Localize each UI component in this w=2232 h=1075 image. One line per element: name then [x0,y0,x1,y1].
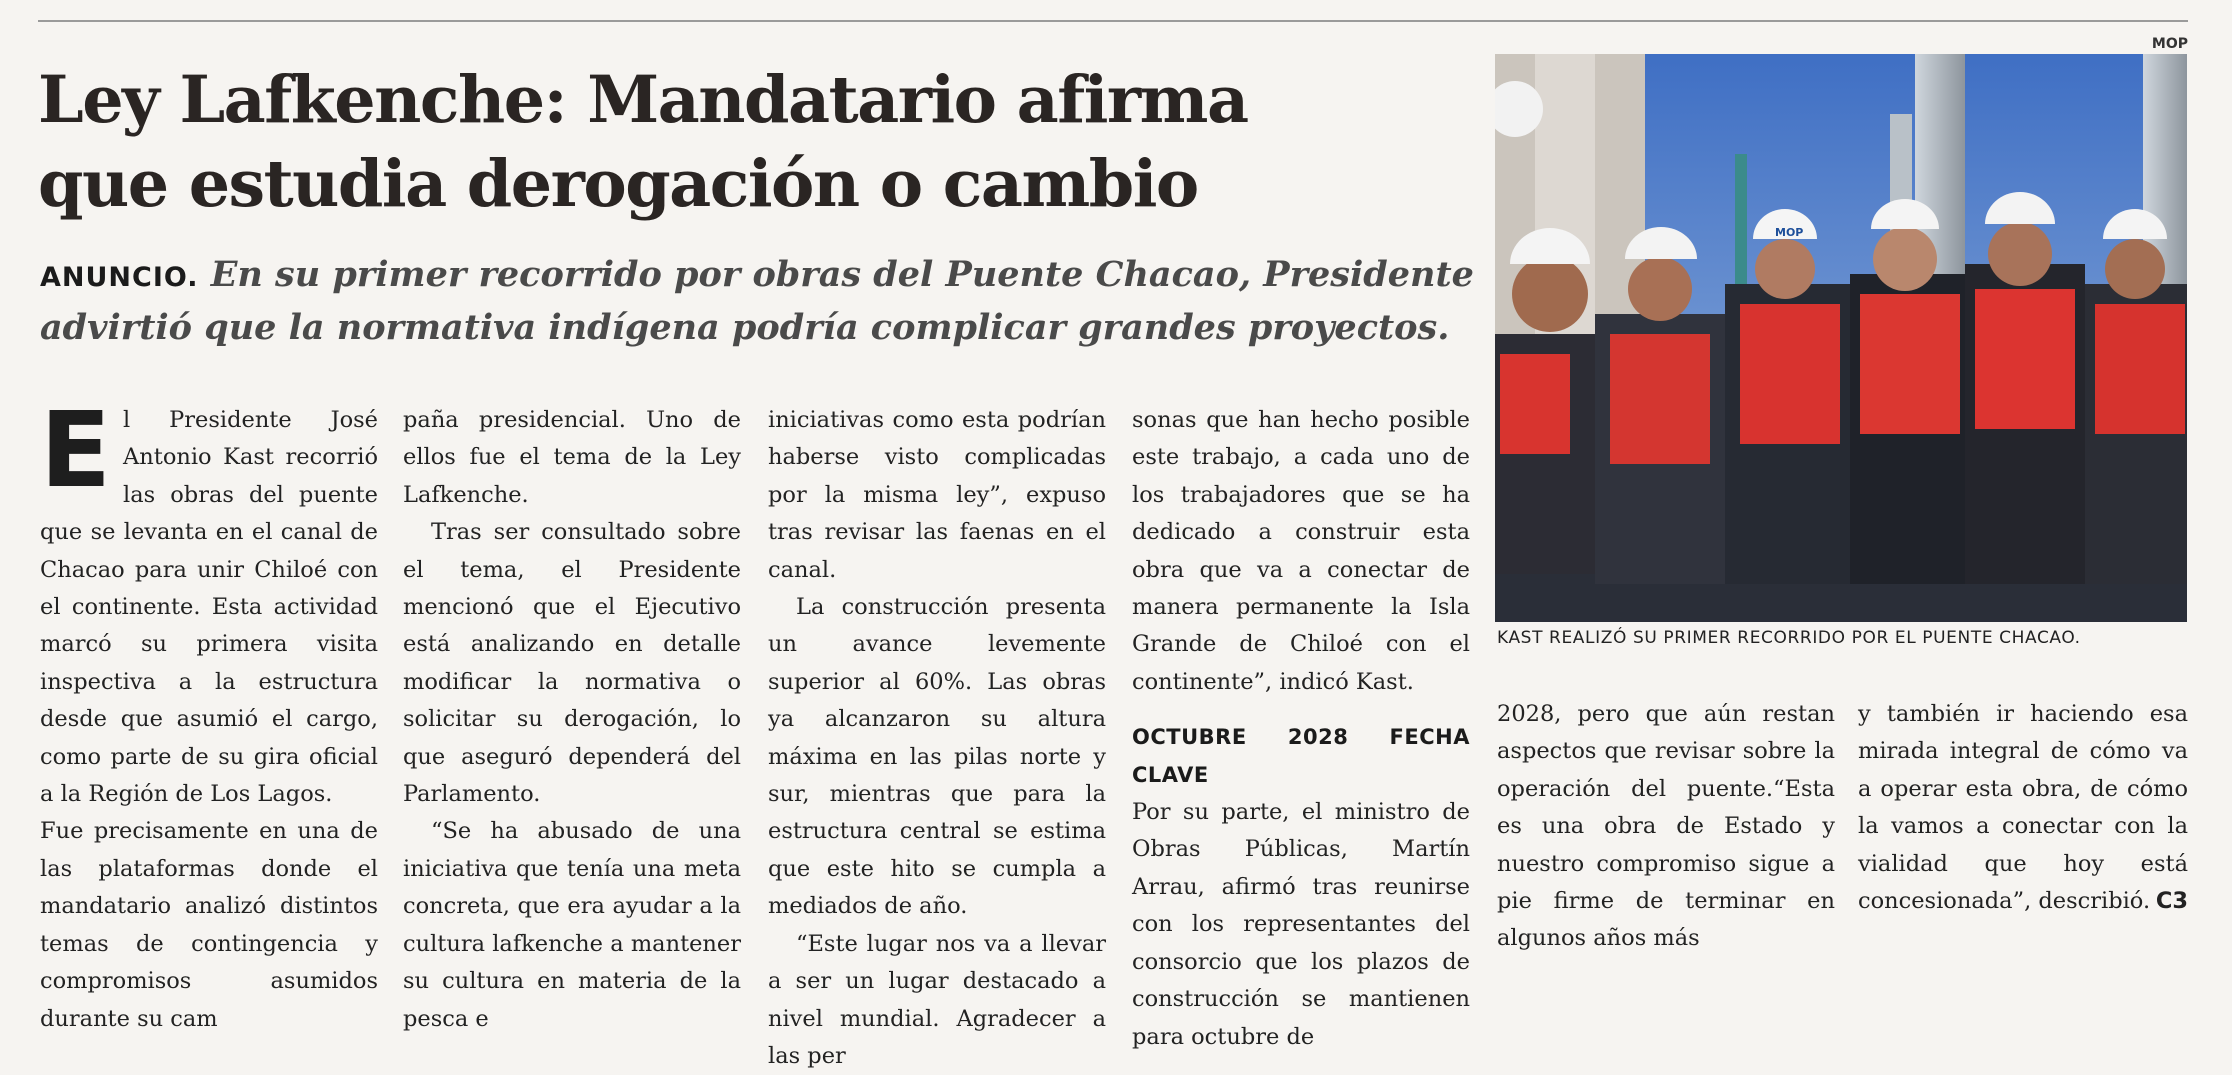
paragraph-4: “Se ha abusado de una iniciativa que tenía una meta concreta, que era ayudar a la cultura lafkenche a mantener su cultura en materia de la pesca e [403,818,741,1032]
top-rule [38,20,2188,22]
photo-illustration [1495,54,2187,622]
paragraph-1 [40,389,378,813]
body-column-3 [768,402,1106,1075]
body-column-2 [403,402,741,1038]
helmet-logo: MOP [1775,226,1804,239]
deck-text: En su primer recorrido por obras del Puente Chacao, Presidente advirtió que la normativa indígena podría complicar grandes proyectos. [40,254,1474,348]
paragraph-5: La construcción presenta un avance levemente superior al 60%. Las obras ya alcanzaron su altura máxima en las pilas norte y sur, mientras que para la estructura central se estima que este hito se cumpla a mediados de año. [768,594,1106,920]
body-column-5 [1497,696,1835,958]
photo-credit: MOP [2151,36,2188,52]
body-column-6 [1858,696,2188,920]
end-mark: C3 [2155,888,2188,915]
paragraph-7-continued: 2028, pero que aún restan aspectos que revisar sobre la operación del puente.“Esta es una obra de Estado y nuestro compromiso sigue a pie firme de terminar en algunos años más [1497,701,1835,952]
paragraph-6: “Este lugar nos va a llevar a ser un lugar destacado a nivel mundial. Agradecer a las per [768,930,1106,1069]
paragraph-2: Fue precisamente en una de las plataformas donde el mandatario analizó distintos temas de contingencia y compromisos asumidos durante su cam [40,818,378,1032]
paragraph-4-continued: iniciativas como esta podrían haberse visto complicadas por la misma ley”, expuso tras revisar las faenas en el canal. [768,407,1106,583]
dropcap: E [40,389,112,511]
headline-line-2: que estudia derogación o cambio [38,146,1198,222]
news-photo [1495,54,2187,622]
paragraph-2-continued: paña presidencial. Uno de ellos fue el tema de la Ley Lafkenche. [403,407,741,508]
paragraph-7-final [1858,696,2188,920]
deck [40,250,1480,353]
paragraph-3: Tras ser consultado sobre el tema, el Presidente mencionó que el Ejecutivo está analizando en detalle modificar la normativa o solicitar su derogación, lo que aseguró dependerá del Parlamento. [403,519,741,808]
kicker: ANUNCIO. [40,262,199,293]
paragraph-1-text: l Presidente José Antonio Kast recorrió las obras del puente que se levanta en el canal de Chacao para unir Chiloé con el continente. Esta actividad marcó su primera visita inspectiva a la estructura desde que asumió el cargo, como parte de su gira oficial a la Región de Los Lagos. [40,407,378,808]
subhead: OCTUBRE 2028 FECHA CLAVE [1132,725,1470,787]
paragraph-7-final-text: y también ir haciendo esa mirada integral de cómo va a operar esta obra, de cómo la vamos a conectar con la vialidad que hoy está concesionada”, describió. [1858,701,2188,915]
body-column-1 [40,389,378,1038]
headline-line-1: Ley Lafkenche: Mandatario afirma [38,62,1248,138]
paragraph-6-continued: sonas que han hecho posible este trabajo, a cada uno de los trabajadores que se ha dedicado a construir esta obra que va a conectar de manera permanente la Isla Grande de Chiloé con el continente”, indicó Kast. [1132,407,1470,695]
photo-caption: KAST REALIZÓ SU PRIMER RECORRIDO POR EL PUENTE CHACAO. [1497,628,2081,648]
paragraph-7: Por su parte, el ministro de Obras Públicas, Martín Arrau, afirmó tras reunirse con los representantes del consorcio que los plazos de construcción se mantienen para octubre de [1132,799,1470,1050]
body-column-4 [1132,402,1470,1056]
headline [38,58,1478,226]
